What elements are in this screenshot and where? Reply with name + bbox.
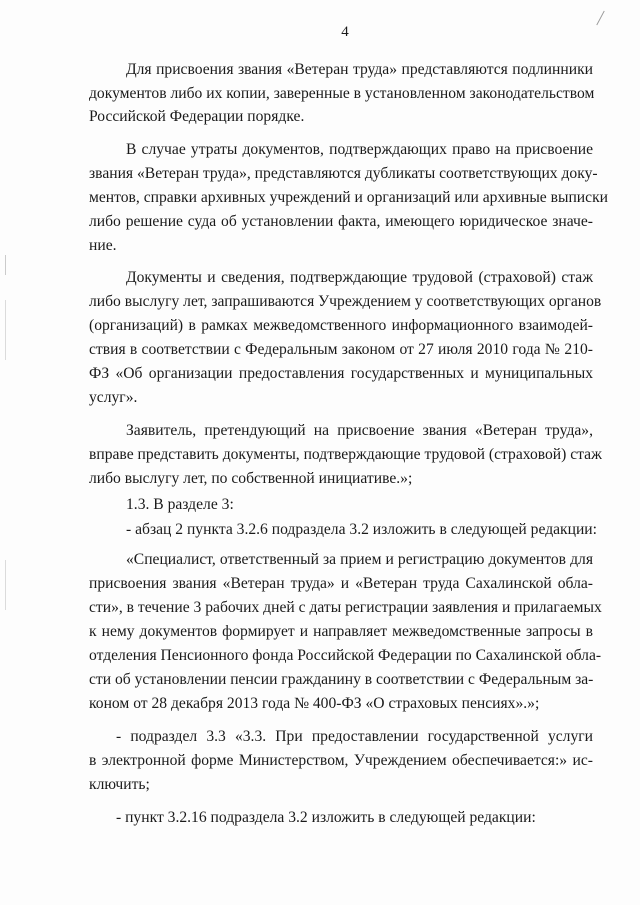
scan-artifact: [5, 255, 6, 275]
paragraph-line: В случае утраты документов, подтверждающих право на присвоение: [126, 141, 593, 158]
paragraph-line: Документы и сведения, подтверждающие трудовой (страховой) стаж: [126, 269, 593, 286]
paragraph-line: - подраздел 3.3 «3.3. При предоставлении государственной услуги: [116, 728, 593, 745]
paragraph-line: Заявитель, претендующий на присвоение звания «Ветеран труда»,: [126, 422, 593, 439]
paragraph-line: сти об установлении пенсии гражданину в соответствии с Федеральным за-: [89, 671, 594, 688]
paragraph-line: присвоения звания «Ветеран труда» и «Ветеран труда Сахалинской обла-: [89, 575, 593, 592]
paragraph-line: документов либо их копии, заверенные в установленном законодательством: [89, 85, 595, 102]
paragraph-line: коном от 28 декабря 2013 года № 400-ФЗ «О страховых пенсиях».»;: [89, 695, 540, 712]
paragraph-line: в электронной форме Министерством, Учреждением обеспечивается:» ис-: [89, 752, 593, 769]
paragraph-line: вправе представить документы, подтверждающие трудовой (страховой) стаж: [89, 446, 602, 463]
paragraph-line: Для присвоения звания «Ветеран труда» представляются подлинники: [126, 61, 593, 78]
paragraph-line: к нему документов формирует и направляет межведомственные запросы в: [89, 623, 593, 640]
paragraph-line: либо выслугу лет, по собственной инициативе.»;: [89, 470, 413, 487]
paragraph-line: «Специалист, ответственный за прием и регистрацию документов для: [126, 551, 593, 568]
page-number: 4: [341, 24, 349, 40]
scan-artifact: [5, 300, 6, 360]
paragraph-line: - пункт 3.2.16 подраздела 3.2 изложить в следующей редакции:: [116, 809, 536, 826]
paragraph-line: ствия в соответствии с Федеральным законом от 27 июля 2010 года № 210-: [89, 341, 593, 358]
paragraph-line: ФЗ «Об организации предоставления государственных и муниципальных: [89, 365, 593, 382]
paragraph-line: (организаций) в рамках межведомственного информационного взаимодей-: [89, 317, 593, 334]
paragraph-line: услуг».: [89, 389, 138, 406]
paragraph-line: либо решение суда об установлении факта, имеющего юридическое значе-: [89, 213, 593, 230]
paragraph-line: сти», в течение 3 рабочих дней с даты регистрации заявления и прилагаемых: [89, 599, 602, 616]
paragraph-line: ментов, справки архивных учреждений и организаций или архивные выписки: [89, 189, 608, 206]
paragraph-line: - абзац 2 пункта 3.2.6 подраздела 3.2 изложить в следующей редакции:: [126, 521, 597, 538]
scan-artifact: [5, 560, 6, 610]
section-heading: 1.3. В разделе 3:: [126, 496, 234, 513]
paragraph-line: Российской Федерации порядке.: [89, 108, 305, 125]
paragraph-line: отделения Пенсионного фонда Российской Федерации по Сахалинской обла-: [89, 647, 602, 664]
paragraph-line: ключить;: [89, 776, 150, 793]
paragraph-line: либо выслугу лет, запрашиваются Учреждением у соответствующих органов: [89, 293, 602, 310]
paragraph-line: ние.: [89, 237, 117, 254]
paragraph-line: звания «Ветеран труда», представляются дубликаты соответствующих доку-: [89, 165, 598, 182]
